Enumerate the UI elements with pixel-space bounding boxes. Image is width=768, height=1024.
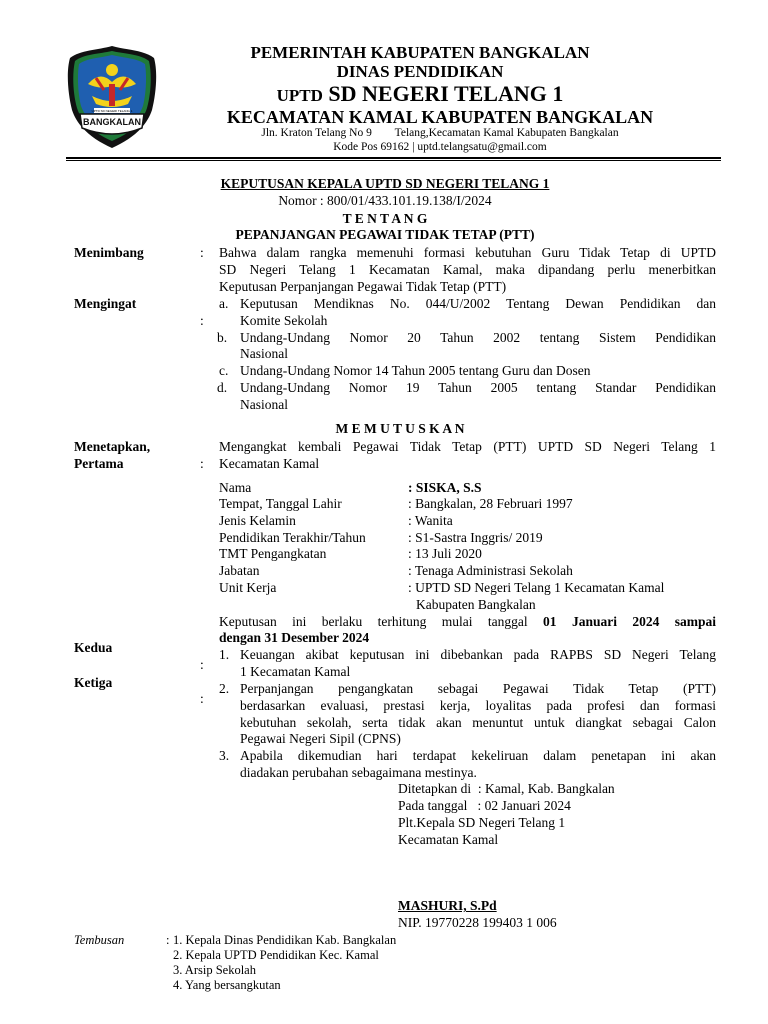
- letterhead-department: DINAS PENDIDIKAN: [336, 62, 504, 81]
- kedua-colon: :: [200, 657, 204, 672]
- menimbang-line: Bahwa dalam rangka memenuhi formasi kebutuhan Guru Tidak Tetap di UPTD: [219, 245, 716, 260]
- kedua-label: Kedua: [74, 640, 113, 655]
- mengingat-line: Undang-Undang Nomor 19 Tahun 2005 tentang Standar Pendidikan: [240, 380, 716, 395]
- signatory-nip: NIP. 19770228 199403 1 006: [398, 915, 557, 930]
- letterhead-contact: Kode Pos 69162 | uptd.telangsatu@gmail.com: [333, 141, 547, 153]
- signature-date: Pada tanggal : 02 Januari 2024: [398, 798, 571, 813]
- point-line: 1 Kecamatan Kamal: [240, 664, 351, 679]
- menimbang-colon: :: [200, 245, 204, 260]
- mengingat-marker: d.: [217, 380, 228, 395]
- mengingat-colon: :: [200, 313, 204, 328]
- bangkalan-emblem-logo: [66, 44, 158, 150]
- mengingat-line: Undang-Undang Nomor 20 Tahun 2002 tentang Sistem Pendidikan: [240, 330, 716, 345]
- mengingat-line: Keputusan Mendiknas No. 044/U/2002 Tentang Dewan Pendidikan dan: [240, 296, 716, 311]
- menimbang-line: Keputusan Perpanjangan Pegawai Tidak Tetap (PTT): [219, 279, 507, 294]
- tembusan-item: 3. Arsip Sekolah: [173, 963, 256, 977]
- employee-field-label: Nama: [219, 480, 252, 495]
- letterhead-school: [160, 81, 680, 107]
- point-marker: 1.: [219, 647, 230, 662]
- point-line: kebutuhan sekolah, serta tidak akan menuntut untuk diangkat sebagai Calon: [240, 715, 716, 730]
- letterhead-divider: [66, 157, 721, 159]
- mengingat-label: Mengingat: [74, 296, 137, 311]
- mengingat-marker: b.: [217, 330, 228, 345]
- mengingat-marker: a.: [219, 296, 229, 311]
- decree-title: KEPUTUSAN KEPALA UPTD SD NEGERI TELANG 1: [220, 176, 550, 191]
- menetapkan-label: Menetapkan,: [74, 439, 151, 454]
- letterhead-district: KECAMATAN KAMAL KABUPATEN BANGKALAN: [226, 107, 654, 127]
- validity-text: Keputusan ini berlaku terhitung mulai tanggal: [219, 614, 544, 629]
- employee-field-value: : UPTD SD Negeri Telang 1 Kecamatan Kamal: [408, 580, 665, 595]
- signature-position: Plt.Kepala SD Negeri Telang 1: [398, 815, 566, 830]
- letterhead-government: PEMERINTAH KABUPATEN BANGKALAN: [250, 43, 590, 62]
- letterhead-address: Jln. Kraton Telang No 9 Telang,Kecamatan Kamal Kabupaten Bangkalan: [261, 127, 619, 139]
- decree-number: Nomor : 800/01/433.101.19.138/I/2024: [278, 193, 492, 208]
- pertama-line: Kecamatan Kamal: [219, 456, 320, 471]
- mengingat-line: Komite Sekolah: [240, 313, 328, 328]
- pertama-label: Pertama: [74, 456, 124, 471]
- memutuskan-heading: M E M U T U S K A N: [335, 421, 465, 436]
- signature-place: Ditetapkan di : Kamal, Kab. Bangkalan: [398, 781, 615, 796]
- employee-field-value-cont: Kabupaten Bangkalan: [416, 597, 536, 612]
- employee-field-value: : S1-Sastra Inggris/ 2019: [408, 530, 543, 545]
- employee-field-label: Pendidikan Terakhir/Tahun: [219, 530, 366, 545]
- signature-position: Kecamatan Kamal: [398, 832, 499, 847]
- point-line: diadakan perubahan sebagaimana mestinya.: [240, 765, 477, 780]
- point-line: Pegawai Negeri Sipil (CPNS): [240, 731, 401, 746]
- validity-date: 01 Januari 2024 sampai: [543, 614, 716, 629]
- letterhead-school-prefix: UPTD: [276, 86, 323, 105]
- employee-field-value: : Bangkalan, 28 Februari 1997: [408, 496, 573, 511]
- ketiga-colon: :: [200, 691, 204, 706]
- point-line: berdasarkan evaluasi, prestasi kerja, loyalitas pada profesi dan formasi: [240, 698, 716, 713]
- point-marker: 2.: [219, 681, 230, 696]
- employee-field-label: Jenis Kelamin: [219, 513, 296, 528]
- employee-field-value: : 13 Juli 2020: [408, 546, 482, 561]
- point-marker: 3.: [219, 748, 230, 763]
- logo-ribbon-text: BANGKALAN: [83, 117, 141, 127]
- tembusan-item: 4. Yang bersangkutan: [173, 978, 281, 992]
- ketiga-label: Ketiga: [74, 675, 113, 690]
- signatory-name: MASHURI, S.Pd: [398, 898, 497, 913]
- pertama-colon: :: [200, 456, 204, 471]
- menimbang-label: Menimbang: [74, 245, 144, 260]
- mengingat-marker: c.: [219, 363, 229, 378]
- employee-field-label: TMT Pengangkatan: [219, 546, 327, 561]
- tembusan-colon: :: [166, 933, 170, 947]
- point-line: Apabila dikemudian hari terdapat kekeliruan dalam penetapan ini akan: [240, 748, 716, 763]
- mengingat-line: Nasional: [240, 397, 288, 412]
- tembusan-label: Tembusan: [74, 933, 125, 947]
- menimbang-line: SD Negeri Telang 1 Kecamatan Kamal, maka dipandang perlu menerbitkan: [219, 262, 716, 277]
- decree-tentang: T E N T A N G: [342, 211, 428, 226]
- employee-field-value: : Wanita: [408, 513, 453, 528]
- mengingat-line: Undang-Undang Nomor 14 Tahun 2005 tentang Guru dan Dosen: [240, 363, 591, 378]
- employee-field-value: : Tenaga Administrasi Sekolah: [408, 563, 573, 578]
- employee-field-label: Jabatan: [219, 563, 260, 578]
- decree-subject: PEPANJANGAN PEGAWAI TIDAK TETAP (PTT): [235, 227, 535, 242]
- employee-name: : SISKA, S.S: [408, 480, 482, 495]
- point-line: Perpanjangan pengangkatan sebagai Pegawai Tidak Tetap (PTT): [240, 681, 716, 696]
- mengingat-line: Nasional: [240, 346, 288, 361]
- logo-small-text: UPTD SD NEGERI TELANG 1: [91, 109, 133, 113]
- validity-line: dengan 31 Desember 2024: [219, 630, 370, 645]
- tembusan-item: 2. Kepala UPTD Pendidikan Kec. Kamal: [173, 948, 379, 962]
- letterhead-school-name: SD NEGERI TELANG 1: [322, 81, 564, 106]
- pertama-line: Mengangkat kembali Pegawai Tidak Tetap (PTT) UPTD SD Negeri Telang 1: [219, 439, 716, 454]
- letterhead-divider-thin: [66, 160, 721, 161]
- tembusan-item: 1. Kepala Dinas Pendidikan Kab. Bangkalan: [173, 933, 397, 947]
- employee-field-label: Unit Kerja: [219, 580, 277, 595]
- employee-field-label: Tempat, Tanggal Lahir: [219, 496, 342, 511]
- validity-line: [219, 614, 716, 630]
- point-line: Keuangan akibat keputusan ini dibebankan pada RAPBS SD Negeri Telang: [240, 647, 716, 662]
- employee-field-value: [408, 480, 482, 496]
